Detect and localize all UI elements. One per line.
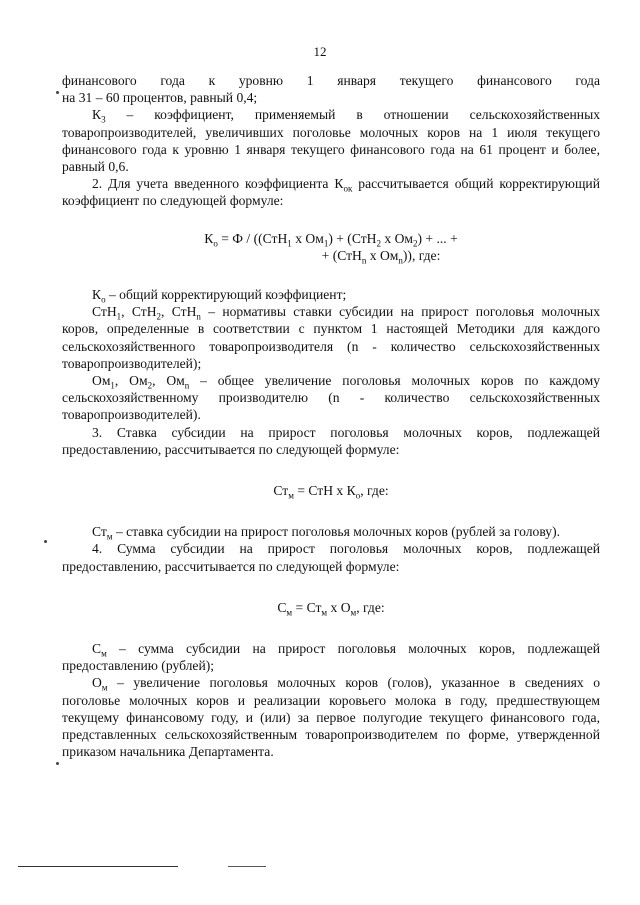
formula-sm: $С_м = Ст_м$ х $О_м$, где: — [277, 599, 385, 618]
scan-speck — [44, 540, 47, 543]
footer-rule-short — [228, 866, 266, 867]
page-number: 12 — [313, 44, 327, 59]
paragraph-4: 4. Сумма субсидии на прирост поголовья молочных коров, подлежащей предоставлению, рассчитывается по следующей формуле: — [62, 541, 600, 574]
formula-ko-line1: $К_о = Ф / ((СтН_1$ х $Ом_1) + (СтН_2$ х $Ом_2$) + ... + — [204, 230, 458, 249]
footer-rule — [18, 866, 178, 867]
definition-sm: $С_м$ – сумма субсидии на прирост поголовья молочных коров, подлежащей предоставлению (рублей); — [62, 641, 600, 674]
scan-speck — [56, 762, 59, 765]
formula-ko-line2: + (СтН$_n$ х $Ом_n$)), где: — [321, 247, 441, 266]
paragraph-continuation-end: на 31 – 60 процентов, равный 0,4; — [62, 90, 258, 106]
definition-stm: $Ст_м$ – ставка субсидии на прирост поголовья молочных коров (рублей за голову). — [92, 524, 561, 542]
definition-om: $Ом_1$, $Ом_2$, $Ом_n$ – общее увеличение поголовья молочных коров по каждому сельскохозяйственному производителю (n - количество сельскохозяйственных товаропроизводителей). — [62, 373, 600, 423]
paragraph-k3: $К_3$ – коэффициент, применяемый в отношении сельскохозяйственных товаропроизводителей, увеличивших поголовье молочных коров на 1 июля текущего финансового года к уровню 1 января текущего финансового года на 61 процент и более, равный 0,6. — [62, 107, 600, 175]
paragraph-2: 2. Для учета введенного коэффициента $К_{ок}$ рассчитывается общий корректирующий коэффициент по следующей формуле: — [62, 176, 600, 209]
definition-om-total: $О_м$ – увеличение поголовья молочных коров (голов), указанное в сведениях о поголовье молочных коров и реализации коровьего молока в году, предшествующем текущему финансовому году, и (или) за первое полугодие текущего финансового года, представленных сельскохозяйственным товаропроизводителем по форме, утвержденной приказом начальника Департамента. — [62, 675, 600, 760]
definition-ko: $К_о$ – общий корректирующий коэффициент; — [92, 287, 347, 305]
document-body — [62, 72, 600, 761]
definition-stn: СтН$_1$, СтН$_2$, СтН$_n$ – нормативы ставки субсидии на прирост поголовья молочных коров, определенные в соответствии с пунктом 1 настоящей Методики для каждого сельскохозяйственного товаропроизводителя (n - количество сельскохозяйственных товаропроизводителей); — [62, 304, 600, 371]
scan-speck — [56, 91, 59, 94]
formula-stm: $Ст_м$ = СтН х $К_о$, где: — [273, 483, 389, 501]
paragraph-continuation: финансового года к уровню 1 января текущего финансового года — [62, 73, 600, 88]
paragraph-3: 3. Ставка субсидии на прирост поголовья молочных коров, подлежащей предоставлению, рассчитывается по следующей формуле: — [62, 424, 600, 457]
